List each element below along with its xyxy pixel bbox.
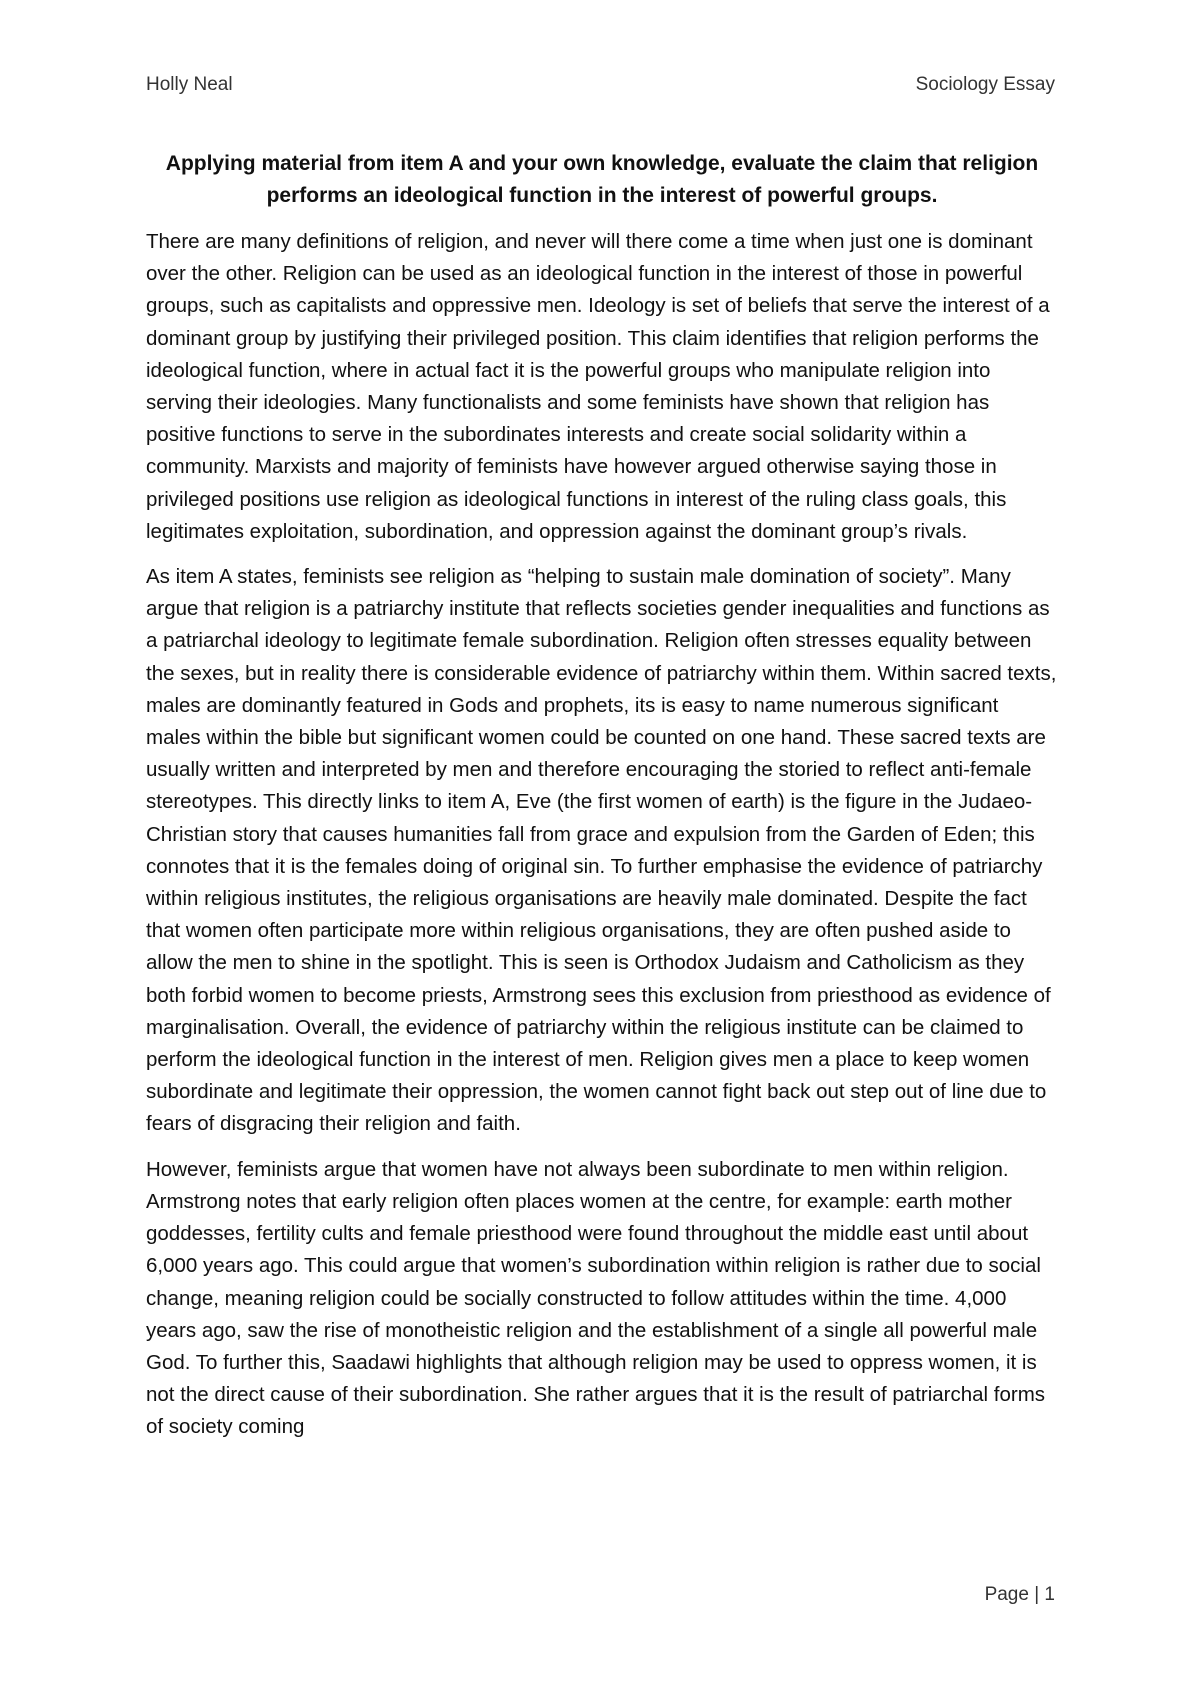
essay-title-line-1: Applying material from item A and your own knowledge, evaluate the claim that religion [165,152,1039,175]
page-header [146,74,1055,98]
page-number: Page | 1 [984,1584,1055,1605]
essay-title-line-2: performs an ideological function in the interest of powerful groups. [266,184,938,207]
paragraph-2: As item A states, feminists see religion as “helping to sustain male domination of society”. Many argue that religion is a patriarchy institute that reflects societies gender inequalities and functions as a patriarchal ideology to legitimate female subordination. Religion often stresses equality between the sexes, but in reality there is considerable evidence of patriarchy within them. Within sacred texts, males are dominantly featured in Gods and prophets, its is easy to name numerous significant males within the bible but significant women could be counted on one hand. These sacred texts are usually written and interpreted by men and therefore encouraging the storied to reflect anti-female stereotypes. This directly links to item A, Eve (the first women of earth) is the figure in the Judaeo-Christian story that causes humanities fall from grace and expulsion from the Garden of Eden; this connotes that it is the females doing of original sin. To further emphasise the evidence of patriarchy within religious institutes, the religious organisations are heavily male dominated. Despite the fact that women often participate more within religious organisations, they are often pushed aside to allow the men to shine in the spotlight. This is seen is Orthodox Judaism and Catholicism as they both forbid women to become priests, Armstrong sees this exclusion from priesthood as evidence of marginalisation. Overall, the evidence of patriarchy within the religious institute can be claimed to perform the ideological function in the interest of men. Religion gives men a place to keep women subordinate and legitimate their oppression, the women cannot fight back out step out of line due to fears of disgracing their religion and faith. [146,565,1057,1136]
document-body [146,148,1058,1457]
essay-title [146,148,1058,212]
paragraph-1: There are many definitions of religion, and never will there come a time when just one is dominant over the other. Religion can be used as an ideological function in the interest of those in powerful groups, such as capitalists and oppressive men. Ideology is set of beliefs that serve the interest of a dominant group by justifying their privileged position. This claim identifies that religion performs the ideological function, where in actual fact it is the powerful groups who manipulate religion into serving their ideologies. Many functionalists and some feminists have shown that religion has positive functions to serve in the subordinates interests and create social solidarity within a community. Marxists and majority of feminists have however argued otherwise saying those in privileged positions use religion as ideological functions in interest of the ruling class goals, this legitimates exploitation, subordination, and oppression against the dominant group’s rivals. [146,230,1050,543]
paragraph-3: However, feminists argue that women have not always been subordinate to men within religion. Armstrong notes that early religion often places women at the centre, for example: earth mother goddesses, fertility cults and female priesthood were found throughout the middle east until about 6,000 years ago. This could argue that women’s subordination within religion is rather due to social change, meaning religion could be socially constructed to follow attitudes within the time. 4,000 years ago, saw the rise of monotheistic religion and the establishment of a single all powerful male God. To further this, Saadawi highlights that although religion may be used to oppress women, it is not the direct cause of their subordination. She rather argues that it is the result of patriarchal forms of society coming [146,1157,1046,1439]
header-subject: Sociology Essay [915,74,1055,95]
header-author: Holly Neal [146,74,233,95]
